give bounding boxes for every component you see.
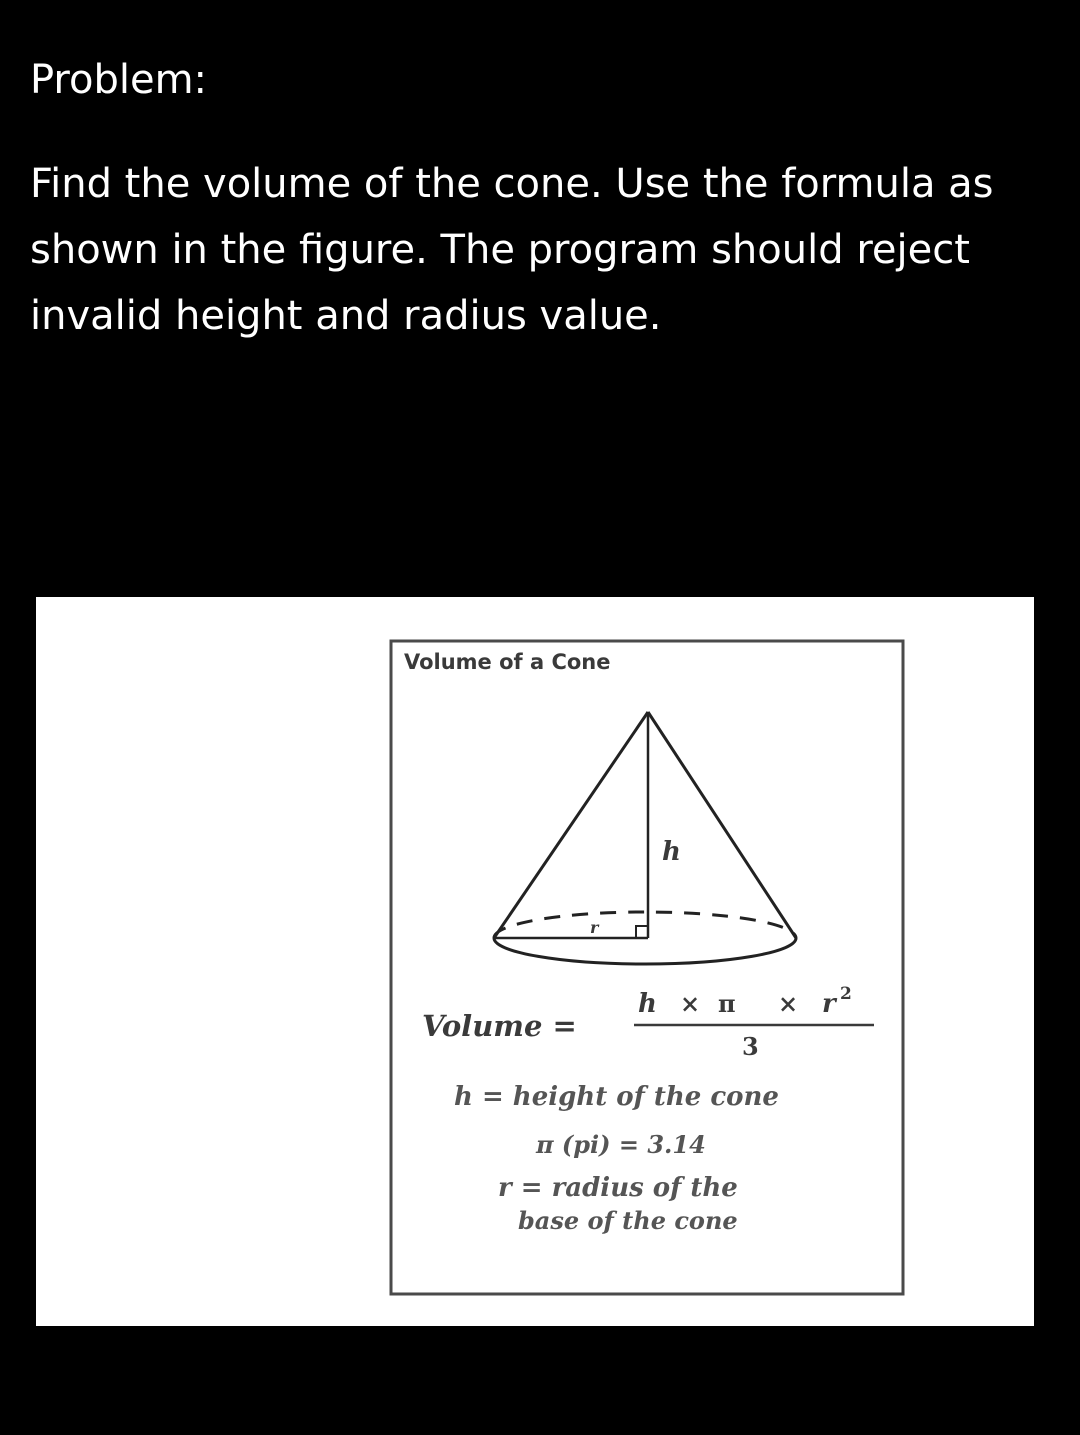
cone-diagram (36, 597, 1034, 1326)
legend-radius-line1: r = radius of the (498, 1173, 738, 1203)
cone-base-front (494, 938, 796, 964)
variable-legend (454, 1082, 779, 1235)
formula-r: r (822, 989, 836, 1019)
formula-denominator: 3 (742, 1032, 759, 1061)
radius-label: r (590, 918, 599, 937)
legend-radius-line2: base of the cone (518, 1206, 738, 1235)
right-angle-marker (636, 926, 648, 938)
problem-heading: Problem: (30, 57, 208, 103)
cone-left-side (494, 712, 648, 938)
figure-title: Volume of a Cone (404, 650, 611, 674)
volume-formula (422, 984, 874, 1061)
cone-right-side (648, 712, 796, 938)
formula-pi: π (718, 989, 736, 1018)
cone-drawing (494, 712, 796, 964)
formula-h: h (638, 989, 657, 1019)
formula-times-2: × (778, 989, 799, 1018)
formula-times-1: × (680, 989, 701, 1018)
formula-lhs: Volume = (422, 1009, 577, 1043)
cone-figure (36, 597, 1034, 1326)
problem-statement: Find the volume of the cone. Use the formula as shown in the figure. The program should reject invalid height and radius value. (30, 161, 994, 339)
legend-pi: π (pi) = 3.14 (536, 1130, 706, 1159)
formula-exponent: 2 (840, 984, 852, 1004)
legend-height: h = height of the cone (454, 1082, 779, 1112)
height-label: h (662, 837, 681, 867)
